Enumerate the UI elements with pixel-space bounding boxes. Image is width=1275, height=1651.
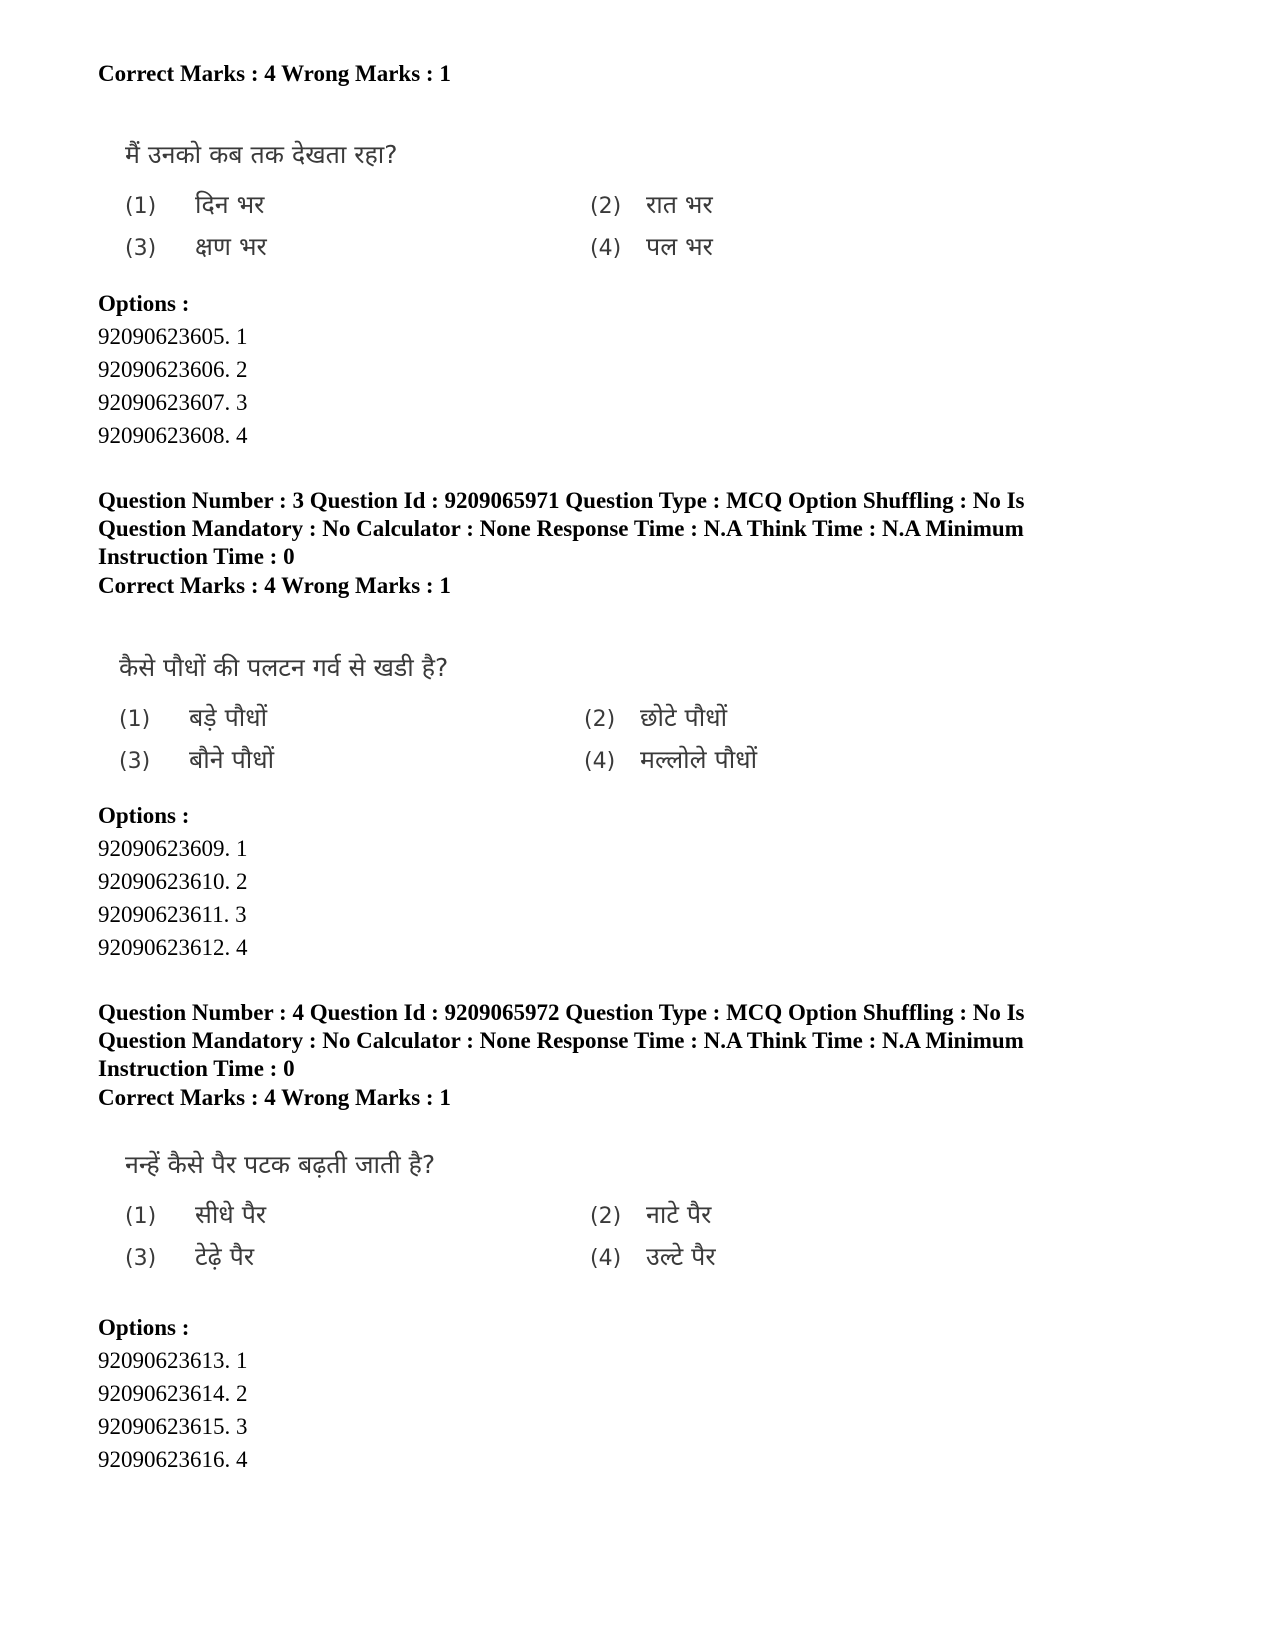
choice-2: [584, 700, 727, 734]
option-line: 92090623609. 1: [98, 836, 248, 861]
options-label: Options :: [98, 1315, 190, 1340]
option-line: 92090623615. 3: [98, 1414, 248, 1439]
choice-number: (2): [590, 194, 622, 219]
choice-4: [590, 1239, 716, 1273]
choice-number: (1): [119, 707, 151, 732]
option-line: 92090623613. 1: [98, 1348, 248, 1373]
choice-text: रात भर: [646, 190, 713, 219]
choice-number: (4): [590, 236, 622, 261]
choice-4: [590, 229, 713, 263]
option-line: 92090623607. 3: [98, 390, 248, 415]
question-image: [119, 650, 819, 790]
choice-text: बड़े पौधों: [189, 703, 268, 732]
option-line: 92090623605. 1: [98, 324, 248, 349]
choice-text: दिन भर: [195, 190, 265, 219]
option-line: 92090623612. 4: [98, 935, 248, 960]
choice-text: बौने पौधों: [189, 745, 275, 774]
choice-text: पल भर: [646, 232, 713, 261]
choice-4: [584, 742, 757, 776]
question-image: [125, 137, 825, 277]
options-label: Options :: [98, 803, 190, 828]
choice-text: सीधे पैर: [195, 1200, 267, 1229]
option-line: 92090623606. 2: [98, 357, 248, 382]
choice-text: क्षण भर: [195, 232, 267, 261]
choice-number: (4): [584, 749, 616, 774]
choice-3: [119, 742, 274, 776]
choice-text: टेढ़े पैर: [195, 1242, 255, 1271]
question-header-line: Question Number : 4 Question Id : 9209065972 Question Type : MCQ Option Shuffling : No Is: [98, 1000, 1025, 1025]
marks-line: Correct Marks : 4 Wrong Marks : 1: [98, 573, 451, 598]
choice-1: [119, 700, 267, 734]
options-label: Options :: [98, 291, 190, 316]
choice-number: (1): [125, 1204, 157, 1229]
question-text: कैसे पौधों की पलटन गर्व से खडी है?: [119, 653, 449, 682]
choice-2: [590, 1197, 711, 1231]
question-header: [98, 999, 1178, 1083]
choice-number: (2): [590, 1204, 622, 1229]
question-header-line: Question Number : 3 Question Id : 9209065971 Question Type : MCQ Option Shuffling : No Is: [98, 488, 1025, 513]
choice-2: [590, 187, 713, 221]
choice-number: (1): [125, 194, 157, 219]
question-text: मैं उनको कब तक देखता रहा?: [125, 140, 398, 169]
choice-number: (3): [125, 236, 157, 261]
choice-number: (2): [584, 707, 616, 732]
question-header-line: Instruction Time : 0: [98, 544, 295, 569]
question-header-line: Question Mandatory : No Calculator : None Response Time : N.A Think Time : N.A Minimum: [98, 516, 1024, 541]
choice-number: (3): [119, 749, 151, 774]
marks-line: Correct Marks : 4 Wrong Marks : 1: [98, 1085, 451, 1110]
choice-3: [125, 229, 267, 263]
choice-text: उल्टे पैर: [646, 1242, 716, 1271]
choice-text: छोटे पौधों: [640, 703, 728, 732]
option-line: 92090623616. 4: [98, 1447, 248, 1472]
choice-1: [125, 187, 264, 221]
choice-1: [125, 1197, 266, 1231]
option-line: 92090623614. 2: [98, 1381, 248, 1406]
choice-number: (3): [125, 1246, 157, 1271]
question-text: नन्हें कैसे पैर पटक बढ़ती जाती है?: [125, 1150, 436, 1179]
question-header: [98, 487, 1178, 571]
question-header-line: Instruction Time : 0: [98, 1056, 295, 1081]
question-header-line: Question Mandatory : No Calculator : None Response Time : N.A Think Time : N.A Minimum: [98, 1028, 1024, 1053]
choice-3: [125, 1239, 254, 1273]
choice-number: (4): [590, 1246, 622, 1271]
marks-line: Correct Marks : 4 Wrong Marks : 1: [98, 61, 451, 86]
question-image: [125, 1147, 825, 1287]
choice-text: मल्लोले पौधों: [640, 745, 758, 774]
option-line: 92090623610. 2: [98, 869, 248, 894]
option-line: 92090623608. 4: [98, 423, 248, 448]
option-line: 92090623611. 3: [98, 902, 247, 927]
choice-text: नाटे पैर: [646, 1200, 712, 1229]
